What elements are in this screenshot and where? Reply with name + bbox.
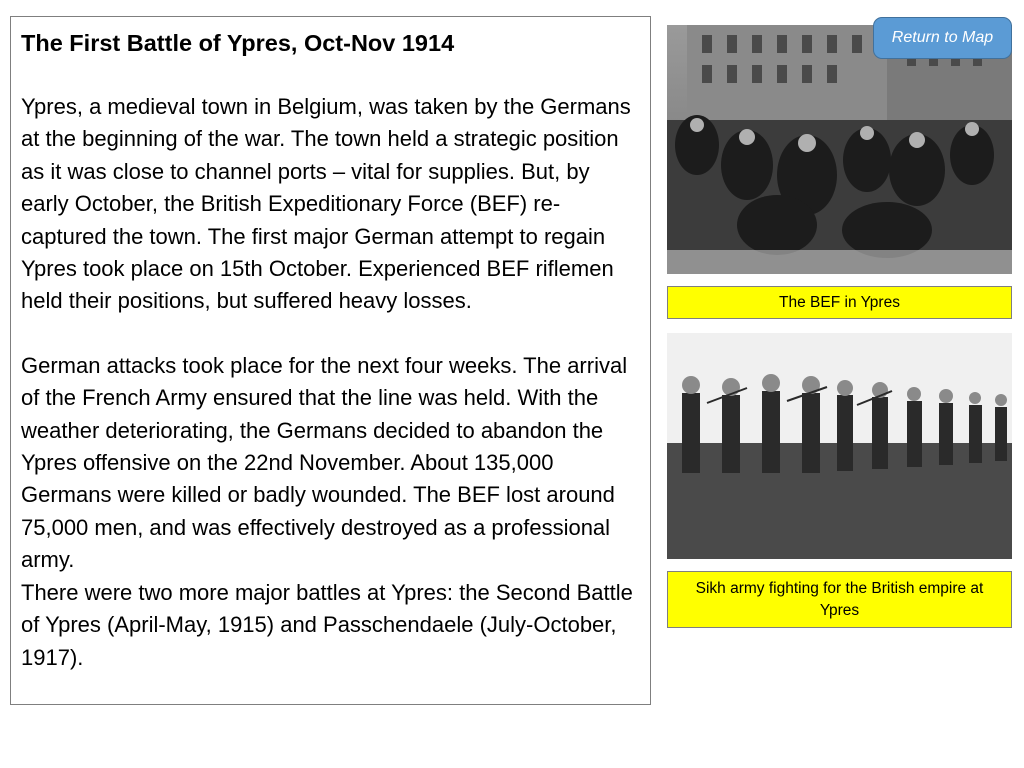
article-paragraph-1: Ypres, a medieval town in Belgium, was taken by the Germans at the beginning of the war. The town held a strategic position as it was close to channel ports – vital for supplies. But, by early October, the British Expeditionary Force (BEF) re-captured the town. The first major German attempt to regain Ypres took place on 15th October. Experienced BEF riflemen held their positions, but suffered heavy losses. [21, 94, 631, 314]
article-paragraph-2: German attacks took place for the next four weeks. The arrival of the French Army ensured that the line was held. With the weather deteriorating, the Germans decided to abandon the Ypres offensive on the 22nd November. About 135,000 Germans were killed or badly wounded. The BEF lost around 75,000 men, and was effectively destroyed as a professional army. [21, 352, 628, 573]
photo-caption-1: The BEF in Ypres [667, 286, 1012, 319]
sikh-army-photo [667, 333, 1012, 559]
article-title: The First Battle of Ypres, Oct-Nov 1914 [21, 30, 455, 56]
bef-in-ypres-photo [667, 25, 1012, 274]
article-paragraph-3: There were two more major battles at Ypres: the Second Battle of Ypres (April-May, 1915) and Passchendaele (July-October, 1917). [21, 579, 633, 670]
return-to-map-button[interactable]: Return to Map [873, 17, 1012, 59]
photo-caption-2: Sikh army fighting for the British empire at Ypres [667, 571, 1012, 628]
spacer [21, 59, 640, 91]
spacer [21, 318, 640, 350]
article-panel [10, 16, 651, 705]
